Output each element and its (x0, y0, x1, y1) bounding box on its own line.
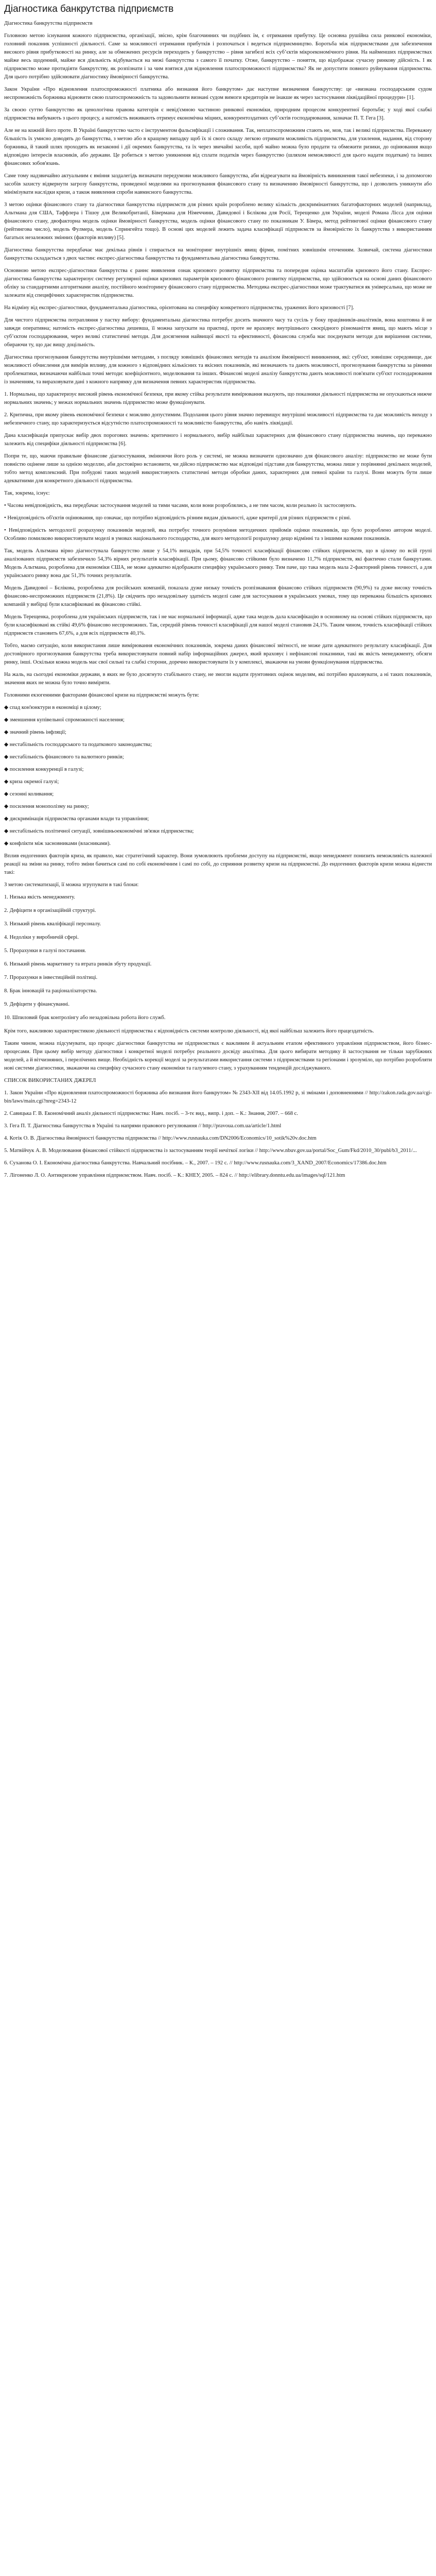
reference-item: 6. Суханова О. І. Економічна діагностика банкрутства. Навчальний посібник. – К., 2007. – 192 с. // http://www.rusnauka.com/3_XAND_2007/Economics/17386.doc.htm (4, 1160, 387, 1166)
list-item: ◆ зменшення купівельної спроможності населення; (4, 717, 125, 723)
endogenous-factors-list (4, 893, 432, 1022)
paragraph: Головною метою існування кожного підприємства, організації, звісно, крім благочинних чи подібних їм, є отримання прибутку. Це основна рушійна сила ринкової економіки, головний показник успішності діяльності. Саме за можливості отримання прибутків і розпочаться і ведеться підприємництво. Боротьба між підприємствами для забезпечення високого рівня прибутковості на ринку, але за обмежених ресурсів переходить у банкрутство – рівня загибелі всіх субʼєктів мікроекономічного рівня. На найменших підприємствах майже весь щоденний, майже вся діяльність відбувається на межі банкрутства з самого її початку. Отже, банкрутство – поняття, що відображає сучасну ринкову дійсність. І як підприємство може протидіяти банкрутству, як розпізнати і за чим взятися для відновлення платоспроможності підприємства? Як не допустити повного руйнування підприємства. Для цього потрібно здійснювати діагностику ймовірності банкрутства. (4, 33, 432, 80)
paragraph: Тобто, маємо ситуацію, коли використання лише вимірювання економічних показників, зокрема даних фінансової звітності, не може дати адекватного результату класифікації. Для достовірного прогнозування банкрутства треба використовувати повний набір інформаційних джерел, який враховує і нефінансові показники, такі як якість менеджменту, обсяги ринку, інші. Оскільки кожна модель має свої сильні та слабкі сторони, доречно використовувати їх у комплексі, зважаючи на умови функціонування підприємства. (4, 643, 432, 665)
paragraph: Попри те, що, маючи правильне фінансове діагностування, змінюючи його роль у системі, не можна визначити однозначно для фінансового аналізу: підприємство не може бути повністю оцінене лише за однією моделлю, аби достовірно встановити, чи дійсно підприємство має відповідні підстави для банкрутства, можна лише у порівнянні декількох моделей, тобто метод комплексний. При побудові таких моделей використовують статистичні методи обробки даних, характерних для певної країни та галузі. Вони можуть бути лише адекватними для конкретного діяльності підприємства. (4, 453, 432, 484)
paragraph: Основною метою експрес-діагностики банкрутства є раннє виявлення ознак кризового розвитку підприємства та попередня оцінка масштабів кризового його стану. Експрес-діагностика банкрутства характеризує систему регулярної оцінки кризових параметрів кризового фінансового розвитку підприємства, що здійснюється на основі даних фінансового обліку за стандартними алгоритмами аналізу, постійного моніторингу фінансового стану підприємства. Методика експрес-діагностики може трактуватися як універсальна, що може не залежати від специфічних характеристик підприємства. (4, 268, 432, 298)
reference-item: 7. Лігоненко Л. О. Антикризове управління підприємством. Навч. посіб. – К.: КНЕУ, 2005. – 824 с. // http://elibrary.donntu.edu.ua/images/sql/121.htm (4, 1173, 345, 1178)
paragraph: На відміну від експрес-діагностики, фундаментальна діагностика, орієнтована на специфіку конкретного підприємства, уражених його кризовості [7]. (4, 305, 354, 311)
paragraph: 1. Нормальна, що характеризує високий рівень економічної безпеки, при якому стійка результати вимірювання вказують, що показники діяльності підприємства не опускаються нижче нормальних значень; у межах нормальних значень підприємство може функціонувати. (4, 392, 432, 405)
list-item: ◆ нестабільність політичної ситуації, зовнішньоекономічні зв'язки підприємства; (4, 828, 194, 834)
paragraph: Закон України «Про відновлення платоспроможності платника або визнання його банкрутом» дає наступне визначення банкрутству: це «визнана господарським судом неспроможність боржника відновити свою платоспроможність та задовольнити визнані судом вимоги кредиторів не інакше як через застосування ліквідаційної процедури» [1]. (4, 87, 432, 100)
list-item: ◆ нестабільність фінансового та валютного ринків; (4, 754, 124, 760)
paragraph: Так, зокрема, існує: (4, 490, 50, 496)
list-item: ◆ посилення монополізму на ринку; (4, 804, 89, 809)
article-body (4, 20, 432, 1180)
list-item: ◆ спад кон'юнктури в економіці в цілому; (4, 705, 101, 710)
reference-item: 2. Савицька Г. В. Економічний аналіз діяльності підприємства: Навч. посіб. – 3-тє вид., випр. і доп. – К.: Знання, 2007. – 668 с. (4, 1111, 298, 1116)
list-item: 10. Шпиловий брак контролінгу або незадовільна робота його служб. (4, 1015, 166, 1021)
list-item: ◆ сезонні коливання; (4, 791, 54, 797)
paragraph: Так, модель Альтмана вірно діагностувала банкрутство лише у 54,1% випадків, при 54,5% точності класифікації фінансово стійких підприємств, що в цілому по всій групі аналізованих підприємств забезпечило 54,3% вірних результатів класифікації. При цьому, фінансово стійкими було визначено 11,7% підприємств, які фактично стали банкрутами. Модель Альтмана, розроблена для економіки США, не може адекватно відображати специфіку українського ринку. Тим паче, що така модель мала 2-факторний рівень точності, а для українського ринку вона дає 51,3% точних результатів. (4, 548, 432, 579)
paragraph: Діагностика банкрутства передбачає має декілька рівнів і спирається на моніторинг внутрішніх явищ фірми, помітних зовнішнім оточенням. Зазвичай, система діагностики банкрутства складається з двох частин: експрес-діагностика банкрутства та фундаментальна діагностика банкрутства. (4, 247, 432, 261)
list-item: ◆ криза окремої галузі; (4, 779, 59, 785)
paragraph: Модель Давидової – Бєлікова, розроблена для російських компаній, показала дуже низьку точність розпізнавання фінансово стійких підприємств (90,9%) та дуже високу точність фінансово-неспроможних підприємств (21,8%). Це свідчить про незадовільну здатність моделі саме для застосування в українських умовах, тому що переважна більшість кризових компаній у вибірці були класифіковані як фінансово стійкі. (4, 585, 432, 607)
paragraph: За своєю суттю банкрутство як ценологічна правова категорія є невід'ємною частиною ринкової економіки, природним процесом конкурентної боротьби; у ході якої слабкі підприємства вибувають з цього процесу, а натомість виживають отримує економічна міцних, конкурентоздатних субʼєктів господарювання, зазначає П. Т. Гега [3]. (4, 107, 432, 121)
list-item: 9. Дефіцити у фінансуванні. (4, 1002, 70, 1007)
paragraph: З метою систематизації, її можна згрупувати в такі блоки: (4, 882, 139, 888)
list-item: 5. Прорахунки в галузі постачання. (4, 948, 86, 954)
middle-paragraphs (4, 852, 432, 889)
page-title: Діагностика банкрутства підприємств (4, 4, 174, 14)
list-item: ◆ посилення конкуренції в галузі; (4, 767, 84, 772)
list-item: 8. Брак інновацій та раціоналізаторства. (4, 988, 97, 994)
paragraph: Таким чином, можна підсумувати, що процес діагностики банкрутства не підприємствах є важливим й актуальним етапом ефективного управління підприємством, його бізнес-процесами. При цьому вибір методу діагностики і конкретної моделі потребує реального досвіду аналітика. Для цього вибирати методику й застосування не тільки зарубіжних моделей, а й вітчизняних, і перелічених вище. Необхідність корекції моделі за результатами використання системи з підприємствами та регіонами і зрозуміло, що потрібно розробляти нові системи діагностики, зважаючи на специфіку сучасного стану економіки та галузевого стану, з урахуванням тенденцій досліджуваного. (4, 1041, 432, 1071)
list-item: ◆ нестабільність господарського та податкового законодавства; (4, 742, 152, 748)
references-heading: СПИСОК ВИКОРИСТАНИХ ДЖЕРЕЛ (4, 1078, 96, 1083)
list-item: ◆ конфлікти між засновниками (власниками). (4, 841, 111, 846)
list-item: 6. Низький рівень маркетингу та втрата ринків збуту продукції. (4, 961, 152, 967)
conclusion-paragraphs (4, 1027, 432, 1073)
list-item: 4. Недоліки у виробничій сфері. (4, 935, 79, 940)
list-item: 2. Дефіцити в організаційній структурі. (4, 908, 96, 913)
paragraph: Діагностика банкрутства підприємств (4, 21, 93, 26)
paragraph: Вплив ендогенних факторів криза, як правило, має стратегічний характер. Вони зумовлюють проблеми доступу на підприємстві, якщо менеджмент понизить неможливість належної реакції на зміни на ринку, тобто зміни бачиться самі по собі економічним і самі по собі, до сприяння розвитку кризи на підприємстві. До ендогенних факторів кризи можна віднести такі: (4, 853, 432, 875)
list-item: ◆ значний рівень інфляції; (4, 730, 66, 735)
paragraph: Головними екзогенними факторами фінансової кризи на підприємстві можуть бути: (4, 692, 199, 698)
intro-paragraphs (4, 20, 432, 700)
document-page (0, 0, 436, 1189)
paragraph: • Часова невідповідність, яка передбачає застосування моделей за тими часами, коли вони розроблялись, а не тим часом, коли реально їх застосовують. (4, 503, 357, 509)
list-item: 7. Прорахунки в інвестиційній політиці. (4, 975, 98, 980)
paragraph: • Невідповідність об'єктів оцінювання, що означає, що потрібно відповідність різним видам діяльності, адже критерії для різних підприємств є різні. (4, 515, 352, 521)
paragraph: 2. Критична, при якому рівень економічної безпеки є можливо допустимим. Подолання цього рівня значно перевищує внутрішні можливості підприємства та дає можливість виходу з небезпечного стану, що характеризується відсутністю платоспроможності та можливістю банкрутства, або навіть ліквідації. (4, 412, 432, 426)
paragraph: Діагностика прогнозування банкрутства внутрішніми методами, з погляду зовнішніх фінансових методів та аналізом ймовірності виникнення, які: суб'єкт, зовнішнє середовище, дає можливості обчислення для вимірів впливу, для кожного з відповідних кількісних та якісних показників, які визначають та дають можливості, прогнозування банкрутства за рівнями проблематики, визначаючи найбільш точні методи: коефіцієнтного, моделювання та інших. Фінансові моделі аналізу банкрутства дають можливості пов'язати суб'єкт господарювання із значенням, та вираховувати дані з кожного напрямку для визначення певних характеристик підприємства. (4, 354, 432, 385)
paragraph: Крім того, важливою характеристикою діяльності підприємства є відповідність системи контролю діяльності, від якої найбільш залежить його працездатність. (4, 1028, 374, 1034)
reference-item: 5. Матвійчук А. В. Моделювання фінансової стійкості підприємства із застосуванням теорії нечіткої логіки // http://www.nbuv.gov.ua/portal/Soc_Gum/Fkd/2010_30/publ/b3_2011/... (4, 1148, 417, 1154)
list-item: ◆ дискримінація підприємства органами влади та управління; (4, 816, 149, 822)
paragraph: Саме тому надзвичайно актуальним є вміння заздалегідь визначати передумови можливого банкрутства, аби відреагувати на ймовірність виникнення такої небезпеки, і за допомогою засобів захисту відвернути загрозу банкрутства, проведеної моделями на прогнозування фінансового стану та визначенню ймовірності банкрутства, що і дозволить уникнути або мінімізувати наслідки кризи, а також виявлення спроби навмисного банкрутства. (4, 173, 432, 195)
paragraph: • Невідповідність методології розрахунку показників моделей, яка потребує точного розуміння методичних прийомів оцінки показників, що було розроблено автором моделі. Особливо помилково використовувати моделі в умовах національного господарства, для якого методології розрахунку дещо відмінні та з іншими назвами показників. (4, 528, 432, 541)
paragraph: Але не на кожній його проте. В Україні банкрутство часто є інструментом фальсифікації і сложивання. Так, неплатоспроможним стають не, мов, так і великі підприємства. Переважну більшість їх умисно доводять до банкрутства, з метою або в кращому випадку щоб їх зі свого складу легкою отримати можливість підприємства, для ухилення, надання, від сторону боржника, й такий шлях проходять як незаконні і дії окремих банкрутства, та їх через звичайні засоби, щоб майно можна було продати та обмежити ризики, до оцінювання якщо відповідно інтересів власників, або держави. Це робиться з метою уникнення від сплати податків через банкрутство (шляхом неможливості для цього надати податкам) та інших фінансових зобов'язань. (4, 128, 432, 166)
paragraph: На жаль, на сьогодні економіки держави, в яких не було досягнуто стабільного стану, не змогли надати ґрунтовних оцінок моделям, які потрібно враховувати, а ні таких показників, значення яких не можна було точно виміряти. (4, 672, 432, 686)
paragraph: Для чистого підприємства потрапляння у пастку вибору: фундаментальна діагностика потребує досить значного часу та сусіль у боку працівників-аналітиків, вона коштовна й не завжди оперативна; натомість експрес-діагностика дешевша, її можна запускати на практиці, проте не враховує внутрішнього своєрідного різноманіття явищ, що мають місце з субʼєктом господарювання, через великі статистичні методи. Для досягнення найвищої якості та ефективності, фінансова служба має поєднувати методи для вирішення системи, обираючи ту, що дає вищу доцільність. (4, 317, 432, 348)
paragraph: Модель Терещенка, розроблена для українських підприємств, так і не має нормальної інформації, адже така модель дала класифікацію в основному на основі стійких підприємств, що були класифіковані як стійкі 49,6% фінансово неспроможних. Так, середній рівень точності класифікації для нашої моделі становив 24,1%. Таким чином, точність класифікації стійких підприємств становить 67,6%, а для всіх підприємств 40,1%. (4, 614, 432, 636)
reference-item: 1. Закон України «Про відновлення платоспроможності боржника або визнання його банкрутом» № 2343-XII від 14.05.1992 р, зі змінами і доповненнями // http://zakon.rada.gov.ua/cgi-bin/laws/main.cgi?nreg=2343-12 (4, 1090, 432, 1104)
exogenous-factors-list (4, 704, 432, 848)
list-item: 1. Низька якість менеджменту. (4, 894, 75, 900)
references-list (4, 1089, 432, 1180)
paragraph: Дана класифікація припускає вибір двох порогових значень: критичного і нормального, вибір найбільш характерних для фінансового стану підприємства значень, що переважно залежить від специфіки діяльності підприємства [6]. (4, 433, 432, 447)
list-item: 3. Низький рівень кваліфікації персоналу. (4, 921, 101, 927)
reference-item: 3. Гега П. Т. Діагностика банкрутства в Україні та напрями правового регулювання // http://pravoua.com.ua/article/1.html (4, 1123, 282, 1129)
paragraph: З метою оцінки фінансового стану та діагностики банкрутства підприємств для різних країн розроблено велику кількість дискримінантних багатофакторних моделей (наприклад, Альтмана для США, Таффлера і Тішоу для Великобританії, Бівермана для Німеччини, Давидової і Бєлікова для Росії, Терещенко для України, моделі Романа Лісса для оцінки фінансового стану, двофакторна модель оцінки ймовірності банкрутства, модель оцінки фінансового стану по показникам У. Бівера, метод рейтингової оцінки фінансового стану (рейтингова число), модель Фулмера, модель Спрингейта тощо). В основі цих моделей лежить задача класифікації підприємств за ймовірністю їх банкрутства з використанням багатьох незалежних змінних (факторів впливу) [5]. (4, 202, 432, 241)
reference-item: 4. Котік О. В. Діагностика ймовірності банкрутства підприємства // http://www.rusnauka.com/DN2006/Economics/10_sotik%20v.doc.htm (4, 1136, 317, 1141)
